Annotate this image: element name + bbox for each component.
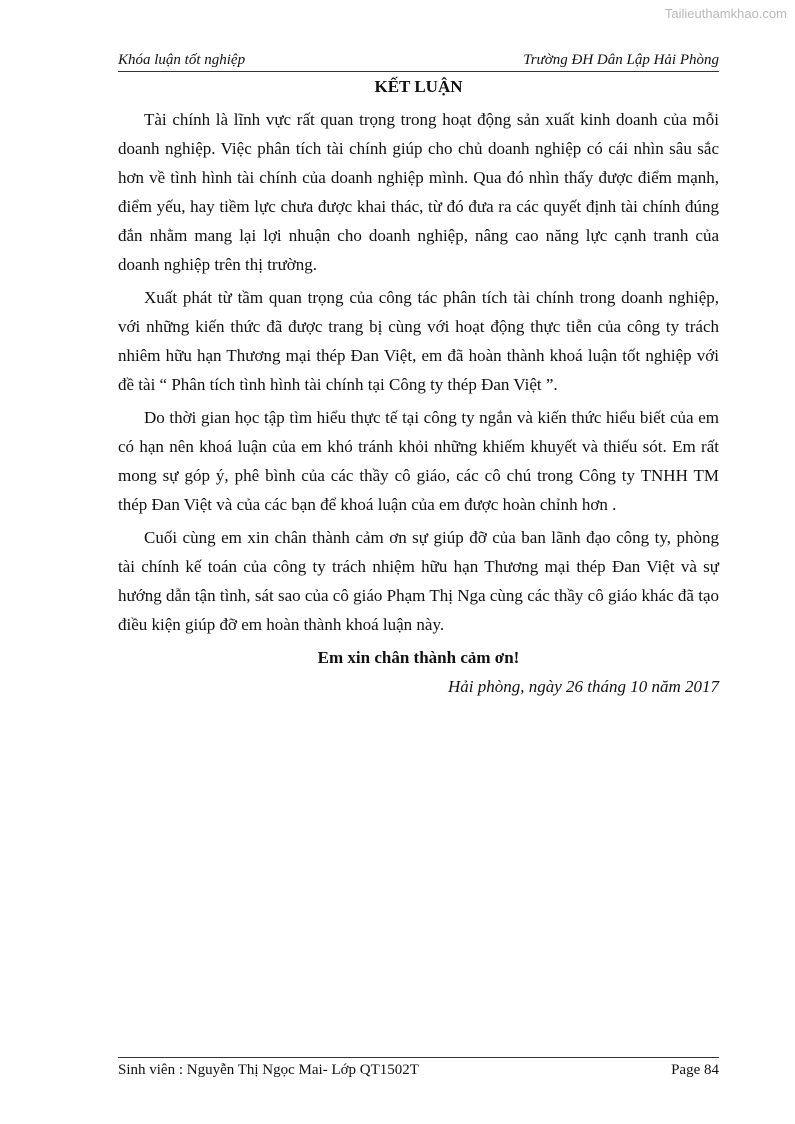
page-number: Page 84 bbox=[671, 1062, 719, 1078]
paragraph-4: Cuối cùng em xin chân thành cảm ơn sự giúp đỡ của ban lãnh đạo công ty, phòng tài chính kế toán của công ty trách nhiệm hữu hạn Thương mại thép Đan Việt và sự hướng dẫn tận tình, sát sao của cô giáo Phạm Thị Nga cùng các thầy cô giáo khác đã tạo điều kiện giúp đỡ em hoàn thành khoá luận này. bbox=[118, 528, 719, 634]
paragraph-1: Tài chính là lĩnh vực rất quan trọng trong hoạt động sản xuất kinh doanh của mỗi doanh nghiệp. Việc phân tích tài chính giúp cho chủ doanh nghiệp có cái nhìn sâu sắc hơn về tình hình tài chính của doanh nghiệp mình. Qua đó nhìn thấy được điểm mạnh, điểm yếu, hay tiềm lực chưa được khai thác, từ đó đưa ra các quyết định tài chính đúng đắn nhằm mang lại lợi nhuận cho doanh nghiệp, nâng cao năng lực cạnh tranh của doanh nghiệp trên thị trường. bbox=[118, 110, 719, 274]
header-left-text: Khóa luận tốt nghiệp bbox=[118, 52, 246, 68]
thanks-line: Em xin chân thành cảm ơn! bbox=[317, 648, 520, 667]
document-body bbox=[118, 76, 719, 701]
section-title: KẾT LUẬN bbox=[374, 77, 463, 96]
date-line: Hải phòng, ngày 26 tháng 10 năm 2017 bbox=[447, 677, 719, 696]
header-right-text: Trường ĐH Dân Lập Hải Phòng bbox=[523, 52, 719, 68]
page-header bbox=[118, 49, 719, 72]
page-footer bbox=[118, 1057, 719, 1079]
paragraph-2: Xuất phát từ tầm quan trọng của công tác phân tích tài chính trong doanh nghiệp, với những kiến thức đã được trang bị cùng với hoạt động thực tiễn của công ty trách nhiêm hữu hạn Thương mại thép Đan Việt, em đã hoàn thành khoá luận tốt nghiệp với đề tài “ Phân tích tình hình tài chính tại Công ty thép Đan Việt ”. bbox=[118, 288, 719, 394]
paragraph-3: Do thời gian học tập tìm hiểu thực tế tại công ty ngắn và kiến thức hiểu biết của em có hạn nên khoá luận của em khó tránh khỏi những khiếm khuyết và thiếu sót. Em rất mong sự góp ý, phê bình của các thầy cô giáo, các cô chú trong Công ty TNHH TM thép Đan Việt và của các bạn để khoá luận của em được hoàn chỉnh hơn . bbox=[118, 408, 719, 514]
watermark-text: Tailieuthamkhao.com bbox=[664, 6, 787, 21]
footer-student-info: Sinh viên : Nguyễn Thị Ngọc Mai- Lớp QT1502T bbox=[118, 1062, 419, 1078]
